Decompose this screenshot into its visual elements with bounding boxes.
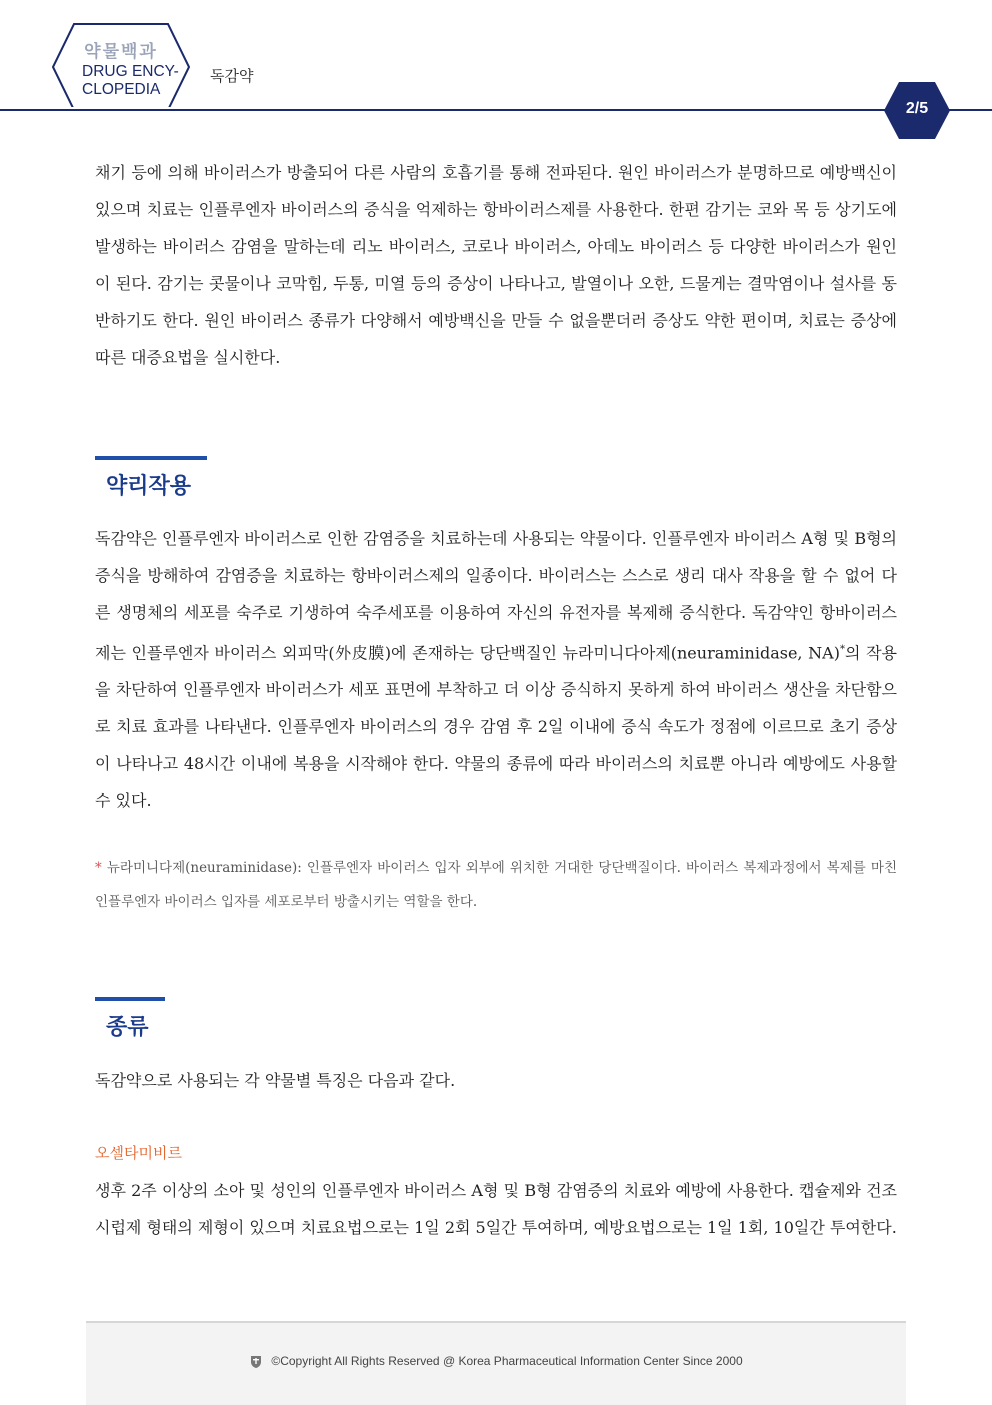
footnote-reference-mark: * <box>839 644 845 655</box>
types-intro: 독감약으로 사용되는 각 약물별 특징은 다음과 같다. <box>95 1071 456 1090</box>
logo-korean: 약물백과 <box>84 42 158 62</box>
footer-content <box>86 1354 906 1369</box>
drug-name-oseltamivir: 오셀타미비르 <box>95 1144 182 1162</box>
section-bar-types <box>95 997 165 1001</box>
logo <box>60 41 182 99</box>
logo-english-line1: DRUG ENCY- <box>82 63 179 80</box>
document-title: 독감약 <box>210 67 254 85</box>
page-indicator: 2/5 <box>905 100 929 117</box>
section-bar-pharmacology <box>95 456 207 460</box>
header-divider <box>0 109 992 111</box>
shield-emblem-icon <box>249 1355 263 1369</box>
section-title-pharmacology: 약리작용 <box>106 474 192 499</box>
pharmacology-paragraph <box>95 520 897 819</box>
intro-paragraph: 채기 등에 의해 바이러스가 방출되어 다른 사람의 호흡기를 통해 전파된다. 원인 바이러스가 분명하므로 예방백신이 있으며 치료는 인플루엔자 바이러스의 증식을 억제하는 항바이러스제를 사용한다. 한편 감기는 코와 목 등 상기도에 발생하는 바이러스 감염을 말하는데 리노 바이러스, 코로나 바이러스, 아데노 바이러스 등 다양한 바이러스가 원인이 된다. 감기는 콧물이나 코막힘, 두통, 미열 등의 증상이 나타나고, 발열이나 오한, 드물게는 결막염이나 설사를 동반하기도 한다. 원인 바이러스 종류가 다양해서 예방백신을 만들 수 없을뿐더러 증상도 약한 편이며, 치료는 증상에 따른 대증요법을 실시한다. <box>95 163 897 367</box>
section-title-types: 종류 <box>106 1015 149 1040</box>
footnote-text: 뉴라미니다제(neuraminidase): 인플루엔자 바이러스 입자 외부에 위치한 거대한 당단백질이다. 바이러스 복제과정에서 복제를 마친 인플루엔자 바이러스 입자를 세포로부터 방출시키는 역할을 한다. <box>95 860 897 910</box>
drug-paragraph-oseltamivir: 생후 2주 이상의 소아 및 성인의 인플루엔자 바이러스 A형 및 B형 감염증의 치료와 예방에 사용한다. 캡슐제와 건조시럽제 형태의 제형이 있으며 치료요법으로는 1일 2회 5일간 투여하며, 예방요법으로는 1일 1회, 10일간 투여한다. <box>95 1181 897 1237</box>
footnote-star: * <box>95 860 102 876</box>
footer <box>86 1321 906 1405</box>
pharmacology-text-part2: 의 작용을 차단하여 인플루엔자 바이러스가 세포 표면에 부착하고 더 이상 증식하지 못하게 하여 바이러스 생산을 차단함으로 치료 효과를 나타낸다. 인플루엔자 바이러스의 경우 감염 후 2일 이내에 증식 속도가 정점에 이르므로 초기 증상이 나타나고 48시간 이내에 복용을 시작해야 한다. 약물의 종류에 따라 바이러스의 치료뿐 아니라 예방에도 사용할 수 있다. <box>95 643 897 811</box>
logo-english-line2: CLOPEDIA <box>82 81 161 98</box>
footnote <box>95 851 897 919</box>
copyright-text: ©Copyright All Rights Reserved @ Korea Pharmaceutical Information Center Since 2000 <box>271 1354 743 1368</box>
pharmacology-text-part1: 독감약은 인플루엔자 바이러스로 인한 감염증을 치료하는데 사용되는 약물이다. 인플루엔자 바이러스 A형 및 B형의 증식을 방해하여 감염증을 치료하는 항바이러스제의 일종이다. 바이러스는 스스로 생리 대사 작용을 할 수 없어 다른 생명체의 세포를 숙주로 기생하여 숙주세포를 이용하여 자신의 유전자를 복제해 증식한다. 독감약인 항바이러스제는 인플루엔자 바이러스 외피막(外皮膜)에 존재하는 당단백질인 뉴라미니다아제(neuraminidase, NA) <box>95 529 897 663</box>
